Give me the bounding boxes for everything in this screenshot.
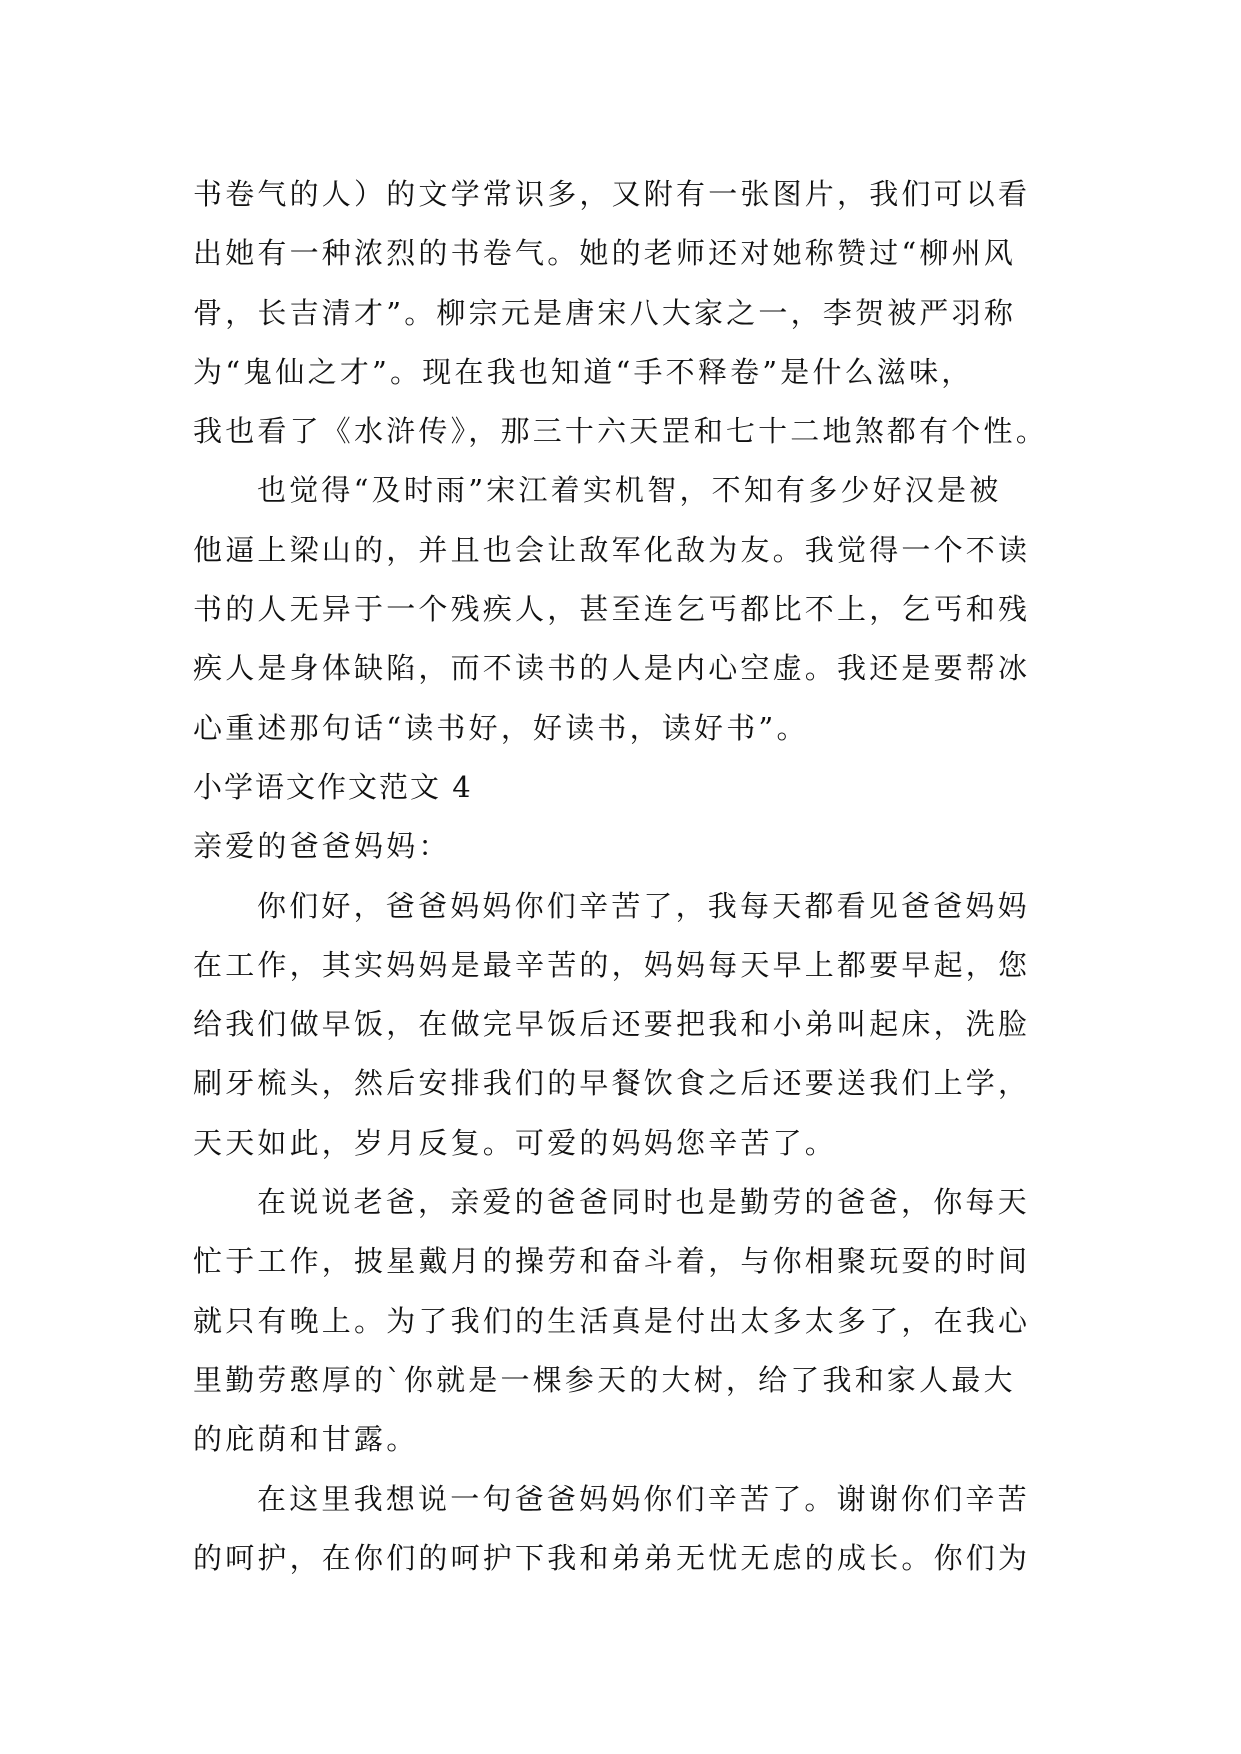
text-line-20: 就只有晚上。为了我们的生活真是付出太多太多了，在我心: [193, 1303, 1031, 1338]
text-line-2: 出她有一种浓烈的书卷气。她的老师还对她称赞过“柳州风: [193, 236, 1017, 271]
text-line-9: 疾人是身体缺陷，而不读书的人是内心空虚。我还是要帮冰: [193, 651, 1031, 686]
salutation-line: 亲爱的爸爸妈妈：: [193, 829, 451, 864]
document-body: [193, 165, 1053, 1588]
text-line-8: 书的人无异于一个残疾人，甚至连乞丐都比不上，乞丐和残: [193, 592, 1031, 627]
text-line-10: 心重述那句话“读书好，好读书，读好书”。: [193, 710, 809, 745]
text-line-15: 给我们做早饭，在做完早饭后还要把我和小弟叫起床，洗脸: [193, 1007, 1031, 1042]
text-line-5: 我也看了《水浒传》，那三十六天罡和七十二地煞都有个性。: [193, 414, 1048, 449]
text-line-16: 刷牙梳头，然后安排我们的早餐饮食之后还要送我们上学，: [193, 1066, 1031, 1101]
text-line-23: 在这里我想说一句爸爸妈妈你们辛苦了。谢谢你们辛苦: [257, 1481, 1030, 1516]
text-line-18: 在说说老爸，亲爱的爸爸同时也是勤劳的爸爸，你每天: [257, 1185, 1030, 1220]
text-line-3: 骨，长吉清才”。柳宗元是唐宋八大家之一，李贺被严羽称: [193, 295, 1017, 330]
text-line-14: 在工作，其实妈妈是最辛苦的，妈妈每天早上都要早起，您: [193, 947, 1031, 982]
section-heading: 小学语文作文范文 4: [193, 769, 473, 804]
text-line-7: 他逼上梁山的，并且也会让敌军化敌为友。我觉得一个不读: [193, 532, 1031, 567]
text-line-4: 为“鬼仙之才”。现在我也知道“手不释卷”是什么滋味，: [193, 354, 974, 389]
text-line-1: 书卷气的人）的文学常识多，又附有一张图片，我们可以看: [193, 177, 1031, 211]
text-line-6: 也觉得“及时雨”宋江着实机智，不知有多少好汉是被: [257, 473, 1002, 508]
text-line-13: 你们好，爸爸妈妈你们辛苦了，我每天都看见爸爸妈妈: [257, 888, 1030, 923]
text-line-17: 天天如此，岁月反复。可爱的妈妈您辛苦了。: [193, 1125, 838, 1160]
text-line-19: 忙于工作，披星戴月的操劳和奋斗着，与你相聚玩耍的时间: [193, 1244, 1031, 1279]
text-line-22: 的庇荫和甘露。: [193, 1422, 419, 1457]
text-line-21: 里勤劳憨厚的`你就是一棵参天的大树，给了我和家人最大: [193, 1362, 1016, 1397]
text-line-24: 的呵护，在你们的呵护下我和弟弟无忧无虑的成长。你们为: [193, 1540, 1031, 1575]
